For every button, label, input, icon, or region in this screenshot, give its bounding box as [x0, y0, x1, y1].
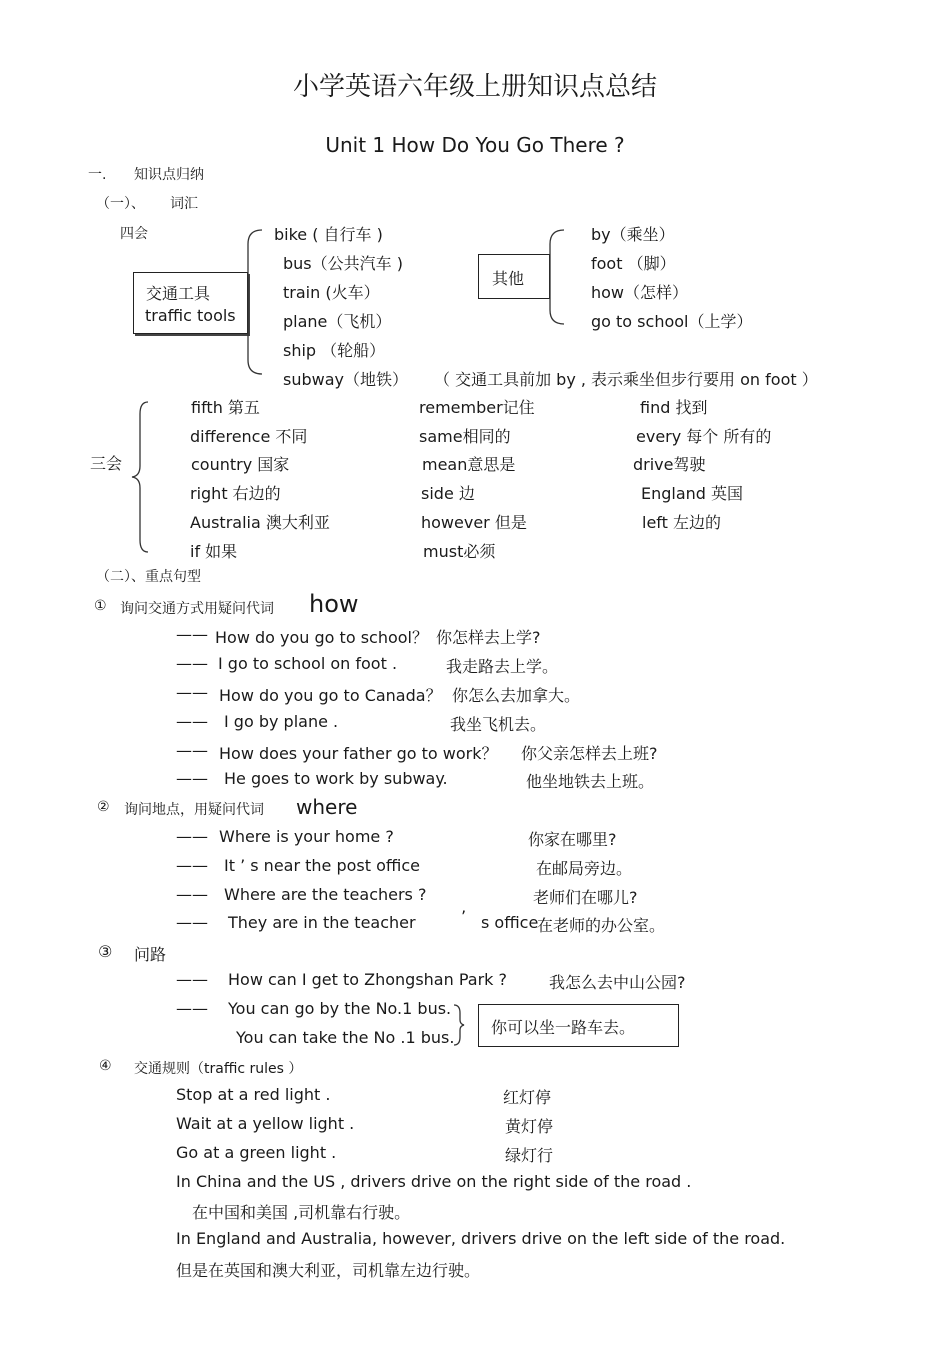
s3-brace	[452, 1003, 466, 1047]
sanhui-word: right 右边的	[190, 484, 281, 503]
dash: ——	[176, 827, 208, 846]
page-title: 小学英语六年级上册知识点总结	[292, 72, 657, 102]
sanhui-word: mean意思是	[422, 455, 516, 474]
sanhui-word: side 边	[421, 484, 475, 503]
dash: ——	[176, 654, 208, 673]
sihui-label: 四会	[120, 226, 148, 242]
sanhui-word: find 找到	[640, 398, 708, 417]
sanhui-word: country 国家	[191, 455, 290, 474]
sanhui-word: fifth 第五	[191, 398, 260, 417]
unit-title: Unit 1 How Do You Go There ?	[325, 133, 625, 157]
sentence-en: Where are the teachers ?	[224, 885, 427, 904]
dash: ——	[176, 856, 208, 875]
s3-label: 问路	[134, 945, 167, 964]
s4-label: 交通规则（traffic rules ）	[134, 1061, 303, 1077]
sentence-en: They are in the teacher	[228, 913, 416, 932]
s1-word: how	[309, 590, 359, 618]
sanhui-word: however 但是	[421, 513, 527, 532]
rule-en: Go at a green light .	[176, 1143, 337, 1162]
s2-word: where	[296, 795, 358, 819]
sentence-en: How do you go to Canada？	[219, 686, 442, 705]
other-brace	[546, 228, 576, 328]
sentence-en: You can go by the No.1 bus.	[228, 999, 452, 1018]
traffic-tools-en: traffic tools	[145, 306, 236, 325]
vocab-item: plane（飞机）	[283, 312, 392, 331]
sentence-zh: 他坐地铁去上班。	[526, 772, 655, 791]
s3-answer-box	[478, 1004, 679, 1047]
sentence-en: How can I get to Zhongshan Park ?	[228, 970, 507, 989]
apostrophe: ’	[461, 907, 467, 926]
sanhui-word: left 左边的	[642, 513, 722, 532]
sentence-zh: 你怎样去上学?	[436, 628, 541, 647]
sanhui-word: if 如果	[190, 542, 238, 561]
sanhui-word: must必须	[423, 542, 496, 561]
china-rule-zh: 在中国和美国 ,司机靠右行驶。	[192, 1203, 411, 1222]
section-heading: 知识点归纳	[134, 167, 204, 183]
china-rule-en: In China and the US , drivers drive on the right side of the road .	[176, 1172, 692, 1191]
sanhui-brace	[128, 400, 154, 554]
sanhui-word: every 每个 所有的	[636, 427, 772, 446]
sentence-zh: 我怎么去中山公园?	[549, 973, 686, 992]
sentence-en: How does your father go to work？	[219, 744, 498, 763]
s2-number: ②	[97, 799, 110, 815]
vocab-item: ship （轮船）	[283, 341, 386, 360]
rule-zh: 黄灯停	[505, 1117, 554, 1136]
sentence-en: s office	[481, 913, 539, 932]
sentence-en: Where is your home ?	[219, 827, 394, 846]
dash: ——	[176, 683, 208, 702]
dash: ——	[176, 712, 208, 731]
rule-zh: 红灯停	[503, 1088, 552, 1107]
vocab-number: （一）、	[96, 196, 145, 212]
rule-en: Stop at a red light .	[176, 1085, 331, 1104]
sanhui-word: England 英国	[641, 484, 744, 503]
section-number: 一.	[88, 167, 107, 183]
rule-zh: 绿灯行	[505, 1146, 554, 1165]
other-box	[478, 254, 550, 299]
vocab-item: bike ( 自行车 )	[274, 225, 383, 244]
s3-answer-text: 你可以坐一路车去。	[491, 1018, 636, 1037]
dash: ——	[176, 741, 208, 760]
sentence-en: I go by plane .	[224, 712, 339, 731]
dash: ——	[176, 970, 208, 989]
sihui-brace	[244, 228, 274, 376]
sentence-en: You can take the No .1 bus.	[236, 1028, 455, 1047]
dash: ——	[176, 999, 208, 1018]
sentence-zh: 你怎么去加拿大。	[452, 686, 581, 705]
sanhui-label: 三会	[90, 454, 123, 473]
sanhui-word: remember记住	[419, 398, 535, 417]
dash: ——	[176, 885, 208, 904]
s2-label: 询问地点，用疑问代词	[124, 802, 264, 818]
sanhui-word: difference 不同	[190, 427, 308, 446]
vocab-item: train (火车）	[283, 283, 380, 302]
sentence-zh: 在老师的办公室。	[537, 916, 666, 935]
vocab-item: bus（公共汽车 )	[283, 254, 403, 273]
vocab-item: subway（地铁）	[283, 370, 408, 389]
sentences-heading: （二）、重点句型	[96, 569, 201, 585]
other-item: foot （脚）	[591, 254, 676, 273]
sentence-zh: 我坐飞机去。	[450, 715, 547, 734]
vocab-note: （ 交通工具前加 by , 表示乘坐但步行要用 on foot ）	[434, 370, 818, 389]
sentence-zh: 在邮局旁边。	[536, 859, 633, 878]
sanhui-word: drive驾驶	[633, 455, 706, 474]
traffic-tools-box	[133, 272, 248, 334]
s4-number: ④	[99, 1058, 112, 1074]
sentence-en: How do you go to school？	[215, 628, 428, 647]
rule-en: Wait at a yellow light .	[176, 1114, 355, 1133]
vocab-heading: 词汇	[170, 196, 198, 212]
s1-number: ①	[94, 598, 107, 614]
other-item: by（乘坐）	[591, 225, 675, 244]
sentence-en: He goes to work by subway.	[224, 769, 448, 788]
sentence-zh: 我走路去上学。	[446, 657, 559, 676]
traffic-tools-zh: 交通工具	[146, 284, 211, 303]
s3-number: ③	[98, 942, 113, 961]
england-rule-en: In England and Australia, however, drivers drive on the left side of the road.	[176, 1229, 786, 1248]
sentence-en: I go to school on foot .	[218, 654, 398, 673]
sentence-en: It ’ s near the post office	[224, 856, 421, 875]
sanhui-word: Australia 澳大利亚	[190, 513, 330, 532]
dash: ——	[176, 769, 208, 788]
sentence-zh: 你家在哪里?	[528, 830, 617, 849]
other-item: go to school（上学）	[591, 312, 753, 331]
sentence-zh: 你父亲怎样去上班?	[521, 744, 658, 763]
sanhui-word: same相同的	[419, 427, 511, 446]
other-label: 其他	[492, 269, 525, 288]
dash: ——	[176, 625, 208, 644]
dash: ——	[176, 913, 208, 932]
other-item: how（怎样）	[591, 283, 689, 302]
england-rule-zh: 但是在英国和澳大利亚，司机靠左边行驶。	[176, 1261, 481, 1280]
s1-label: 询问交通方式用疑问代词	[120, 601, 274, 617]
sentence-zh: 老师们在哪儿?	[533, 888, 638, 907]
